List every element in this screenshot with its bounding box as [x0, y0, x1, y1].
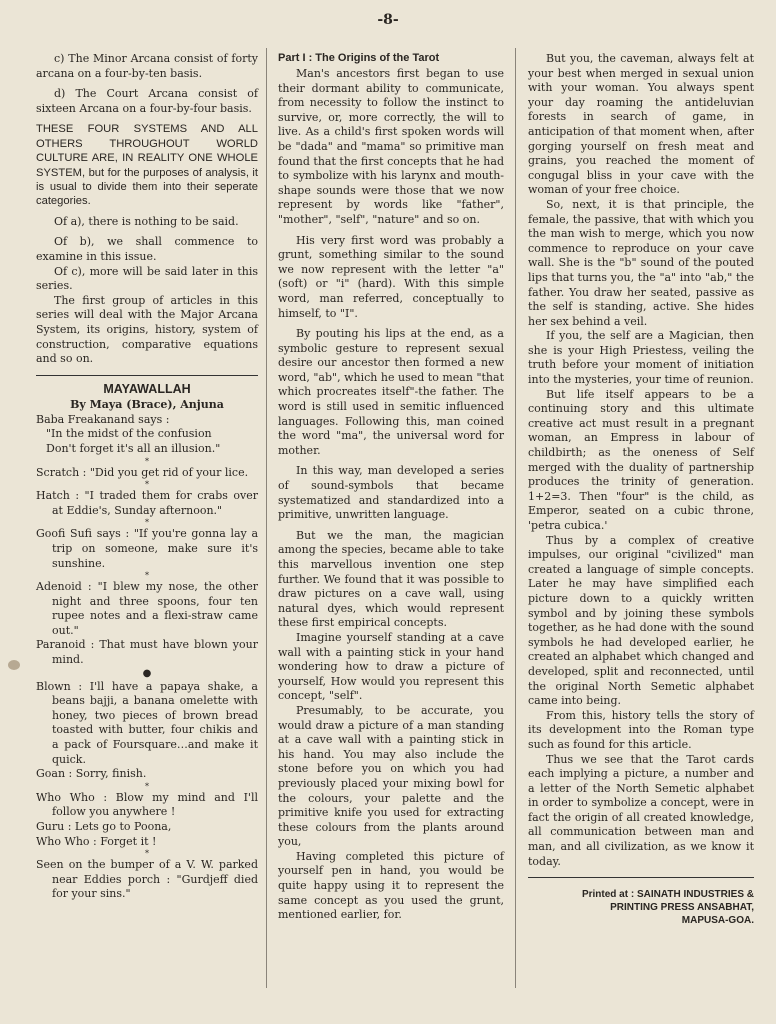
adenoid-dialogue: Adenoid : "I blew my nose, the other night and three spoons, four ten rupee notes and a flexi-straw came out.": [36, 580, 258, 637]
article-paragraph: Thus we see that the Tarot cards each implying a picture, a number and a letter of the North Semetic alphabet in order to symbolize a concept, were in fact the origin of all created knowledge, all communication between man and man, and all civilization, as we know it today.: [528, 752, 754, 868]
column-divider-left: [266, 48, 267, 988]
separator-star: *: [145, 781, 149, 791]
printer-line-2: PRINTING PRESS ANSABHAT,: [610, 902, 754, 914]
of-b-paragraph: Of b), we shall commence to examine in this issue.: [36, 235, 258, 263]
article-paragraph: If you, the self are a Magician, then she is your High Priestess, veiling the truth before your moment of initiation into the mysteries, your time of reunion.: [528, 329, 754, 387]
printer-line-3: MAPUSA-GOA.: [681, 915, 754, 927]
article-paragraph: By pouting his lips at the end, as a symbolic gesture to represent sexual desire our ancestor then formed a new word, "ab", which he used to mean "that which procreates itself"-the father. The word is still used in semitic influenced languages. Following this, man coined the word "ma", the universal word for mother.: [278, 327, 504, 457]
article-paragraph: But you, the caveman, always felt at your best when merged in sexual union with your woman. You always spent your day roaming the antideluvian forests in search of game, in anticipation of that moment when, after gorging yourself on fresh meat and grains, you reached the moment of congugal bliss in your cave with the woman of your free choice.: [528, 52, 754, 197]
mayawallah-title: MAYAWALLAH: [103, 381, 191, 396]
blown-dialogue: Blown : I'll have a papaya shake, a beans bajji, a banana omelette with honey, two pieces of brown bread toasted with butter, four chikis and a pack of Foursquare…and make it quick.: [36, 679, 258, 766]
separator-star: *: [145, 456, 149, 466]
article-paragraph: Having completed this picture of yourself pen in hand, you would be quite happy using it to represent the same concept as you used the grunt, mentioned earlier, for.: [278, 849, 504, 922]
mayawallah-byline: By Maya (Brace), Anjuna: [70, 397, 224, 411]
first-group-paragraph: The first group of articles in this series will deal with the Major Arcana System, its origins, history, system of construction, comparative equations and so on.: [36, 293, 258, 366]
article-paragraph: In this way, man developed a series of sound-symbols that became systematized and standardized into a primitive, unwritten language.: [278, 464, 504, 522]
goofi-dialogue: Goofi Sufi says : "If you're gonna lay a trip on someone, make sure it's sunshine.: [36, 527, 258, 570]
guru-dialogue: Guru : Lets go to Poona,: [36, 820, 172, 833]
article-paragraph: So, next, it is that principle, the female, the passive, that with which you the man wish to merge, which you now commence to reproduce on your cave wall. She is the "b" sound of the pouted lips that turns you, the "a" into "ab," the father. You draw her seated, passive as the self is standing, active. She hides her sex behind a veil.: [528, 197, 754, 328]
separator-star: *: [145, 571, 149, 581]
paranoid-dialogue: Paranoid : That must have blown your mind.: [36, 638, 258, 667]
separator-star: *: [145, 518, 149, 528]
goan-dialogue: Goan : Sorry, finish.: [36, 767, 147, 781]
article-paragraph: But we the man, the magician among the species, became able to take this marvellous invention one step further. We found that it was possible to draw pictures on a cave wall, using natural dyes, which would represent these first empirical concepts.: [278, 528, 504, 630]
of-c-paragraph: Of c), more will be said later in this series.: [36, 264, 258, 293]
whowho-dialogue: Who Who : Blow my mind and I'll follow you anywhere !: [36, 790, 258, 819]
baba-quote-line-1: "In the midst of the confusion: [46, 427, 212, 441]
printer-rule: [528, 877, 754, 878]
article-paragraph: Thus by a complex of creative impulses, our original "civilized" man created a language of simple concepts. Later he may have simplified each picture down to a quickly written symbol and by joining these symbols together, as he had done with the sound symbols he had developed earlier, he created an alphabet which changed and developed, split and reconnected, until the original North Semetic alphabet came into being.: [528, 533, 754, 708]
baba-quote-line-2: Don't forget it's all an illusion.": [46, 441, 221, 455]
separator-bullet: ●: [142, 667, 152, 679]
four-systems-paragraph: THESE FOUR SYSTEMS AND ALL OTHERS THROUGHOUT WORLD CULTURE ARE, IN REALITY ONE WHOLE SYSTEM, but for the purposes of analysis, it is usual to divide them into their seperate categories.: [36, 123, 258, 208]
hatch-dialogue: Hatch : "I traded them for crabs over at Eddie's, Sunday afternoon.": [36, 489, 258, 517]
minor-arcana-item: c) The Minor Arcana consist of forty arcana on a four-by-ten basis.: [36, 52, 258, 80]
article-paragraph: But life itself appears to be a continuing story and this ultimate creative act must result in a pregnant woman, an Empress in labour of childbirth; as the oneness of Self merged with the duality of partnership produces the trinity of generation. 1+2=3. Then "four" is the child, as Emperor, seated on a cubic throne, 'petra cubica.': [528, 387, 754, 532]
page-number: -8-: [377, 12, 399, 28]
of-a-paragraph: Of a), there is nothing to be said.: [54, 214, 239, 228]
column-divider-right: [515, 48, 516, 988]
bumper-sticker-text: Seen on the bumper of a V. W. parked near Eddies porch : "Gurdjeff died for your sins.": [36, 858, 258, 901]
court-arcana-item: d) The Court Arcana consist of sixteen Arcana on a four-by-four basis.: [36, 87, 258, 115]
whowho-reply: Who Who : Forget it !: [36, 834, 157, 848]
article-paragraph: His very first word was probably a grunt, something similar to the sound we now represent with the letter "a" (soft) or "i" (hard). With this simple word, man referred, conceptually to himself, to "I".: [278, 233, 504, 320]
article-paragraph: Man's ancestors first began to use their dormant ability to communicate, from necessity to follow the instinct to survive, or, more correctly, the will to live. As a child's first spoken words will be "dada" and "mama" so primitive man found that the first concepts that he had to symbolize with his larynx and mouth-shape sounds were those that we now represent by words like "father", "mother", "self", "nature" and so on.: [278, 67, 504, 226]
article-paragraph: Imagine yourself standing at a cave wall with a painting stick in your hand wondering how to draw a picture of yourself, How would you represent this concept, "self".: [278, 630, 504, 703]
middle-column: [278, 52, 504, 923]
separator-star: *: [145, 480, 149, 490]
article-paragraph: Presumably, to be accurate, you would draw a picture of a man standing at a cave wall with a painting stick in his hand. You may also include the stone before you on which you had previously placed your mixing bowl for the colours, your palette and the primitive knife you used for extracting these colours from the plants around you,: [278, 703, 504, 849]
separator-star: *: [145, 849, 149, 859]
baba-line: Baba Freakanand says :: [36, 412, 170, 426]
printer-credit: [528, 888, 754, 927]
tarot-origins-heading: Part I : The Origins of the Tarot: [278, 52, 440, 64]
printer-line-1: Printed at : SAINATH INDUSTRIES &: [581, 889, 754, 901]
punch-hole: [8, 660, 20, 670]
section-rule: [36, 375, 258, 376]
left-column: [36, 52, 258, 902]
right-column: [528, 52, 754, 927]
article-paragraph: From this, history tells the story of its development into the Roman type such as found for this article.: [528, 708, 754, 751]
scratch-dialogue: Scratch : "Did you get rid of your lice.: [36, 465, 249, 479]
